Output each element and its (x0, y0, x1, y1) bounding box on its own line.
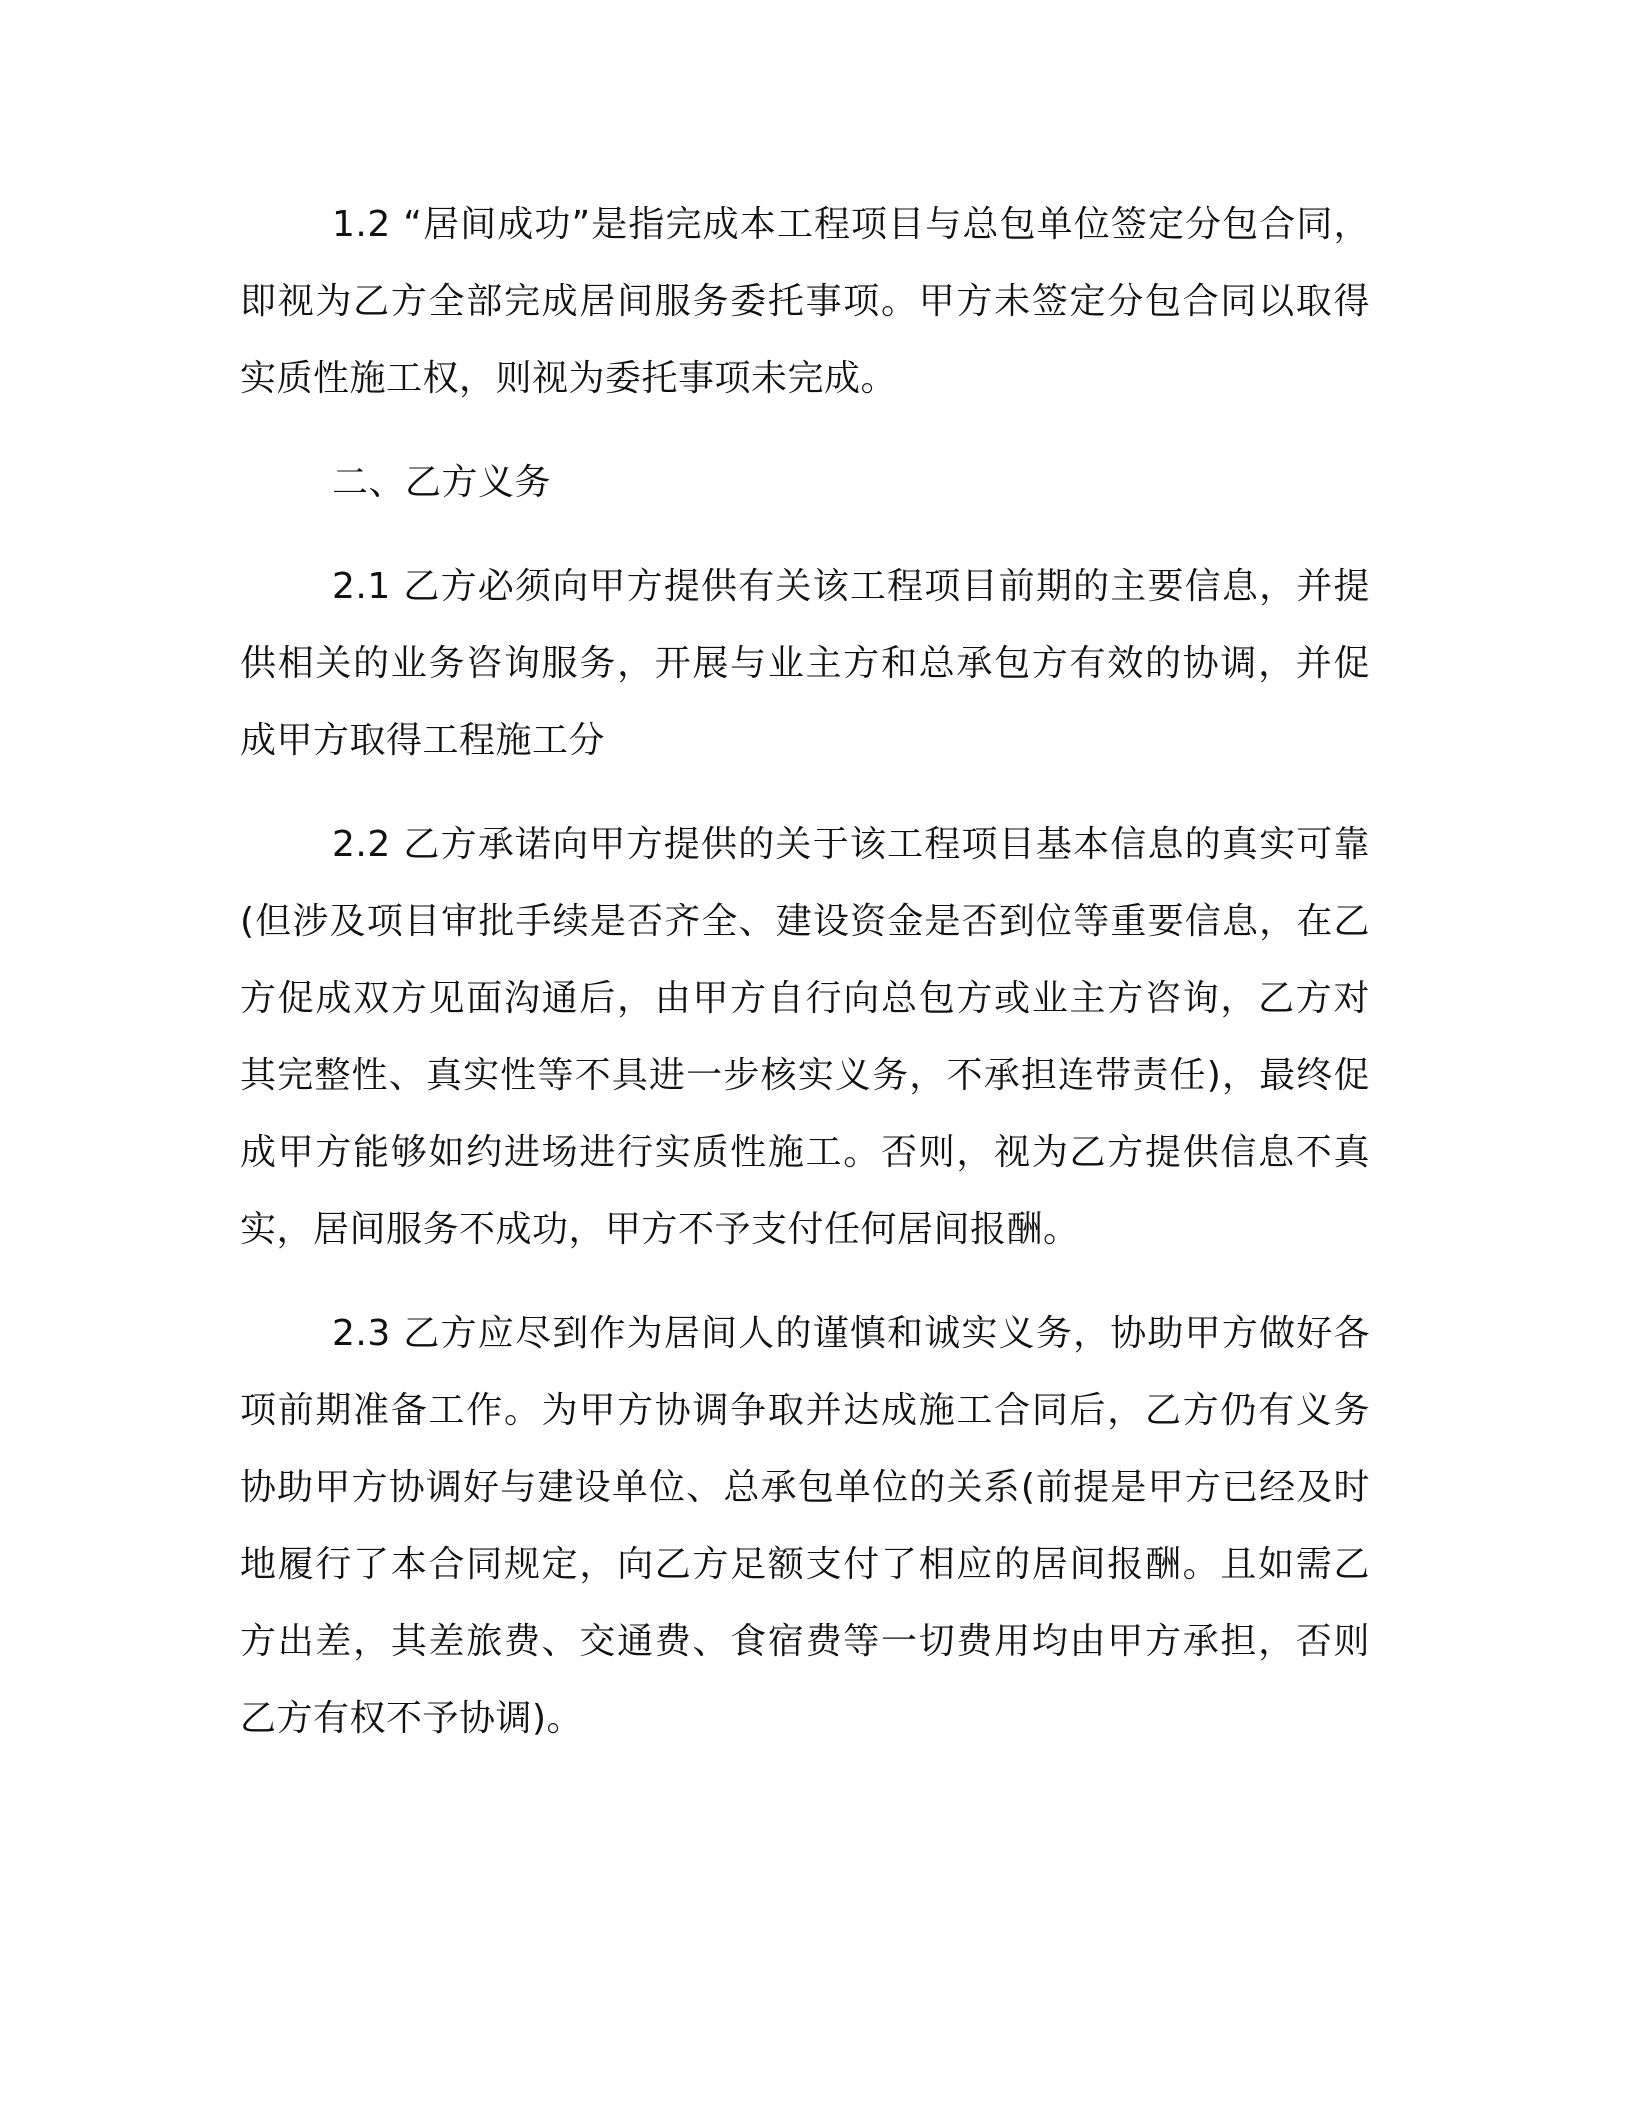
section-heading-text: 二、乙方义务 (332, 462, 552, 503)
section-heading-party-b-obligations (240, 444, 1370, 521)
clause-1-2 (240, 186, 1370, 417)
clause-2-1 (240, 548, 1370, 779)
clause-2-3 (240, 1295, 1370, 1757)
clause-2-3-text: 2.3 乙方应尽到作为居间人的谨慎和诚实义务，协助甲方做好各项前期准备工作。为甲方协调争取并达成施工合同后，乙方仍有义务协助甲方协调好与建设单位、总承包单位的关系(前提是甲方已经及时地履行了本合同规定，向乙方足额支付了相应的居间报酬。且如需乙方出差，其差旅费、交通费、食宿费等一切费用均由甲方承担，否则乙方有权不予协调)。 (240, 1313, 1370, 1739)
clause-2-2-text: 2.2 乙方承诺向甲方提供的关于该工程项目基本信息的真实可靠(但涉及项目审批手续是否齐全、建设资金是否到位等重要信息，在乙方促成双方见面沟通后，由甲方自行向总包方或业主方咨询，乙方对其完整性、真实性等不具进一步核实义务，不承担连带责任)，最终促成甲方能够如约进场进行实质性施工。否则，视为乙方提供信息不真实，居间服务不成功，甲方不予支付任何居间报酬。 (240, 824, 1370, 1250)
clause-1-2-text: 1.2 “居间成功”是指完成本工程项目与总包单位签定分包合同，即视为乙方全部完成居间服务委托事项。甲方未签定分包合同以取得实质性施工权，则视为委托事项未完成。 (240, 204, 1370, 399)
clause-2-1-text: 2.1 乙方必须向甲方提供有关该工程项目前期的主要信息，并提供相关的业务咨询服务，开展与业主方和总承包方有效的协调，并促成甲方取得工程施工分 (240, 566, 1370, 761)
document-body (240, 186, 1370, 1784)
clause-2-2 (240, 806, 1370, 1268)
